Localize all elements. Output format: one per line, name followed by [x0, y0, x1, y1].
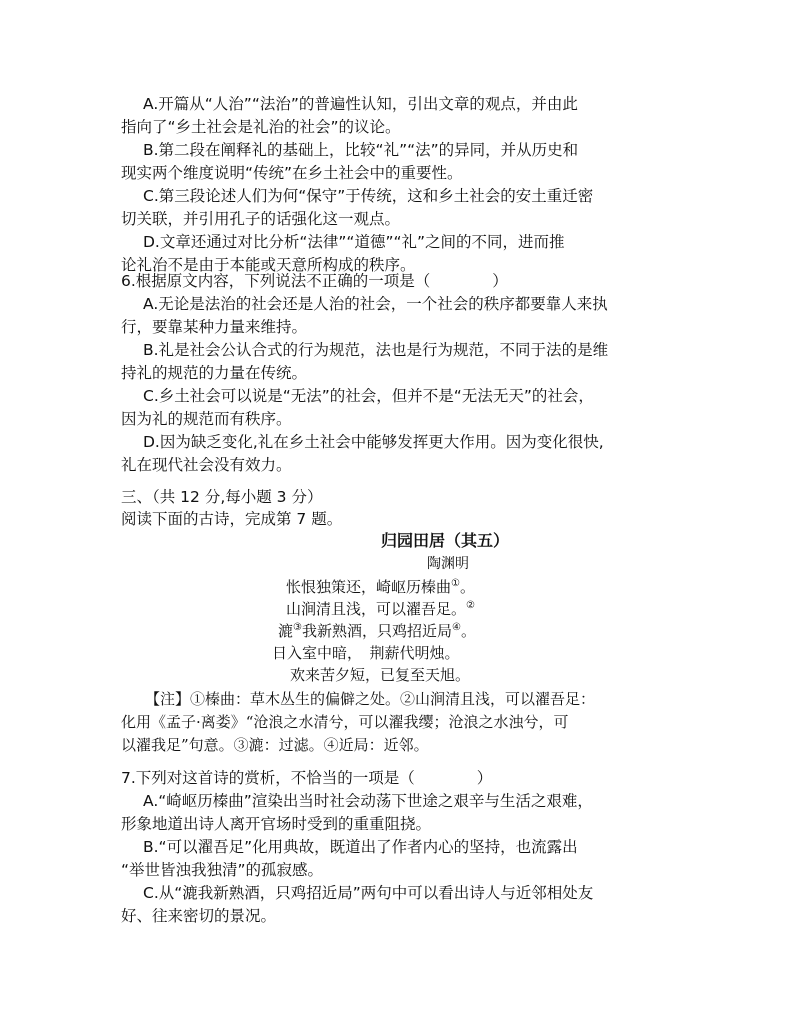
q5-option-b-line2: 现实两个维度说明“传统”在乡土社会中的重要性。 [121, 164, 463, 182]
q6-option-d-line1: D.因为缺乏变化,礼在乡土社会中能够发挥更大作用。因为变化很快, [143, 433, 604, 451]
q7-option-c-line1: C.从“漉我新熟酒，只鸡招近局”两句中可以看出诗人与近邻相处友 [143, 884, 594, 902]
q6-option-b-line1: B.礼是社会公认合式的行为规范，法也是行为规范，不同于法的是维 [143, 341, 609, 359]
footnote-marker-1: ① [451, 578, 460, 589]
footnote-marker-3: ③ [293, 622, 302, 633]
poem-line-5: 欢来苦夕短，已复至天旭。 [290, 666, 471, 684]
q7-stem: 7.下列对这首诗的赏析，不恰当的一项是（ ） [121, 769, 493, 787]
q5-option-a-line1: A.开篇从“人治”“法治”的普遍性认知，引出文章的观点，并由此 [143, 95, 578, 113]
q5-option-d-line2: 论礼治不是由于本能或天意所构成的秩序。 [121, 256, 416, 274]
poem-line-1 [286, 576, 475, 598]
q5-option-c-line1: C.第三段论述人们为何“保守”于传统，这和乡土社会的安土重迁密 [143, 187, 594, 205]
q6-option-c-line2: 因为礼的规范而有秩序。 [121, 410, 292, 428]
poem-line-3 [278, 620, 476, 642]
section3-heading: 三、（共 12 分,每小题 3 分） [121, 488, 323, 506]
poem-line-2-text: 山涧清且浅，可以濯吾足。 [286, 600, 467, 618]
footnote-marker-4: ④ [452, 622, 461, 633]
q5-option-d-line1: D.文章还通过对比分析“法律”“道德”“礼”之间的不同，进而推 [143, 233, 565, 251]
q7-option-b-line1: B.“可以濯吾足”化用典故，既道出了作者内心的坚持，也流露出 [143, 838, 578, 856]
poem-line-3-text: 我新熟酒，只鸡招近局 [301, 622, 452, 640]
poem-title: 归园田居（其五） [381, 531, 510, 550]
note-line-2: 化用《孟子·离娄》“沧浪之水清兮，可以濯我缨；沧浪之水浊兮，可 [121, 713, 569, 731]
poem-line-4: 日入室中暗， 荆薪代明烛。 [272, 644, 460, 662]
q7-option-a-line1: A.“崎岖历榛曲”渲染出当时社会动荡下世途之艰辛与生活之艰难， [143, 792, 593, 810]
q6-option-d-line2: 礼在现代社会没有效力。 [121, 456, 292, 474]
poem-line-2 [286, 598, 475, 620]
section3-intro: 阅读下面的古诗，完成第 7 题。 [121, 510, 343, 528]
q5-option-c-line2: 切关联，并引用孔子的话强化这一观点。 [121, 210, 401, 228]
footnote-marker-2: ② [466, 600, 475, 611]
q7-option-c-line2: 好、往来密切的景况。 [121, 907, 277, 925]
q6-option-a-line1: A.无论是法治的社会还是人治的社会，一个社会的秩序都要靠人来执 [143, 295, 608, 313]
poem-line-3-char: 漉 [278, 622, 294, 640]
note-line-1: 【注】①榛曲：草木丛生的偏僻之处。②山涧清且浅，可以濯吾足： [145, 690, 596, 708]
q5-option-a-line2: 指向了“乡土社会是礼治的社会”的议论。 [121, 118, 401, 136]
poem-author: 陶渊明 [427, 556, 469, 572]
q6-option-a-line2: 行，要靠某种力量来维持。 [121, 318, 308, 336]
poem-line-1-end: 。 [459, 578, 475, 596]
q6-option-b-line2: 持礼的规范的力量在传统。 [121, 364, 308, 382]
q7-option-b-line2: “举世皆浊我独清”的孤寂感。 [121, 861, 324, 879]
q6-option-c-line1: C.乡土社会可以说是“无法”的社会，但并不是“无法无天”的社会， [143, 387, 594, 405]
poem-line-1-text: 怅恨独策还，崎岖历榛曲 [286, 578, 452, 596]
q6-stem: 6.根据原文内容，下列说法不正确的一项是（ ） [121, 272, 508, 290]
q5-option-b-line1: B.第二段在阐释礼的基础上，比较“礼”“法”的异同，并从历史和 [143, 141, 579, 159]
q7-option-a-line2: 形象地道出诗人离开官场时受到的重重阻挠。 [121, 815, 432, 833]
poem-line-3-end: 。 [460, 622, 476, 640]
note-line-3: 以濯我足”句意。③漉：过滤。④近局：近邻。 [121, 736, 429, 754]
